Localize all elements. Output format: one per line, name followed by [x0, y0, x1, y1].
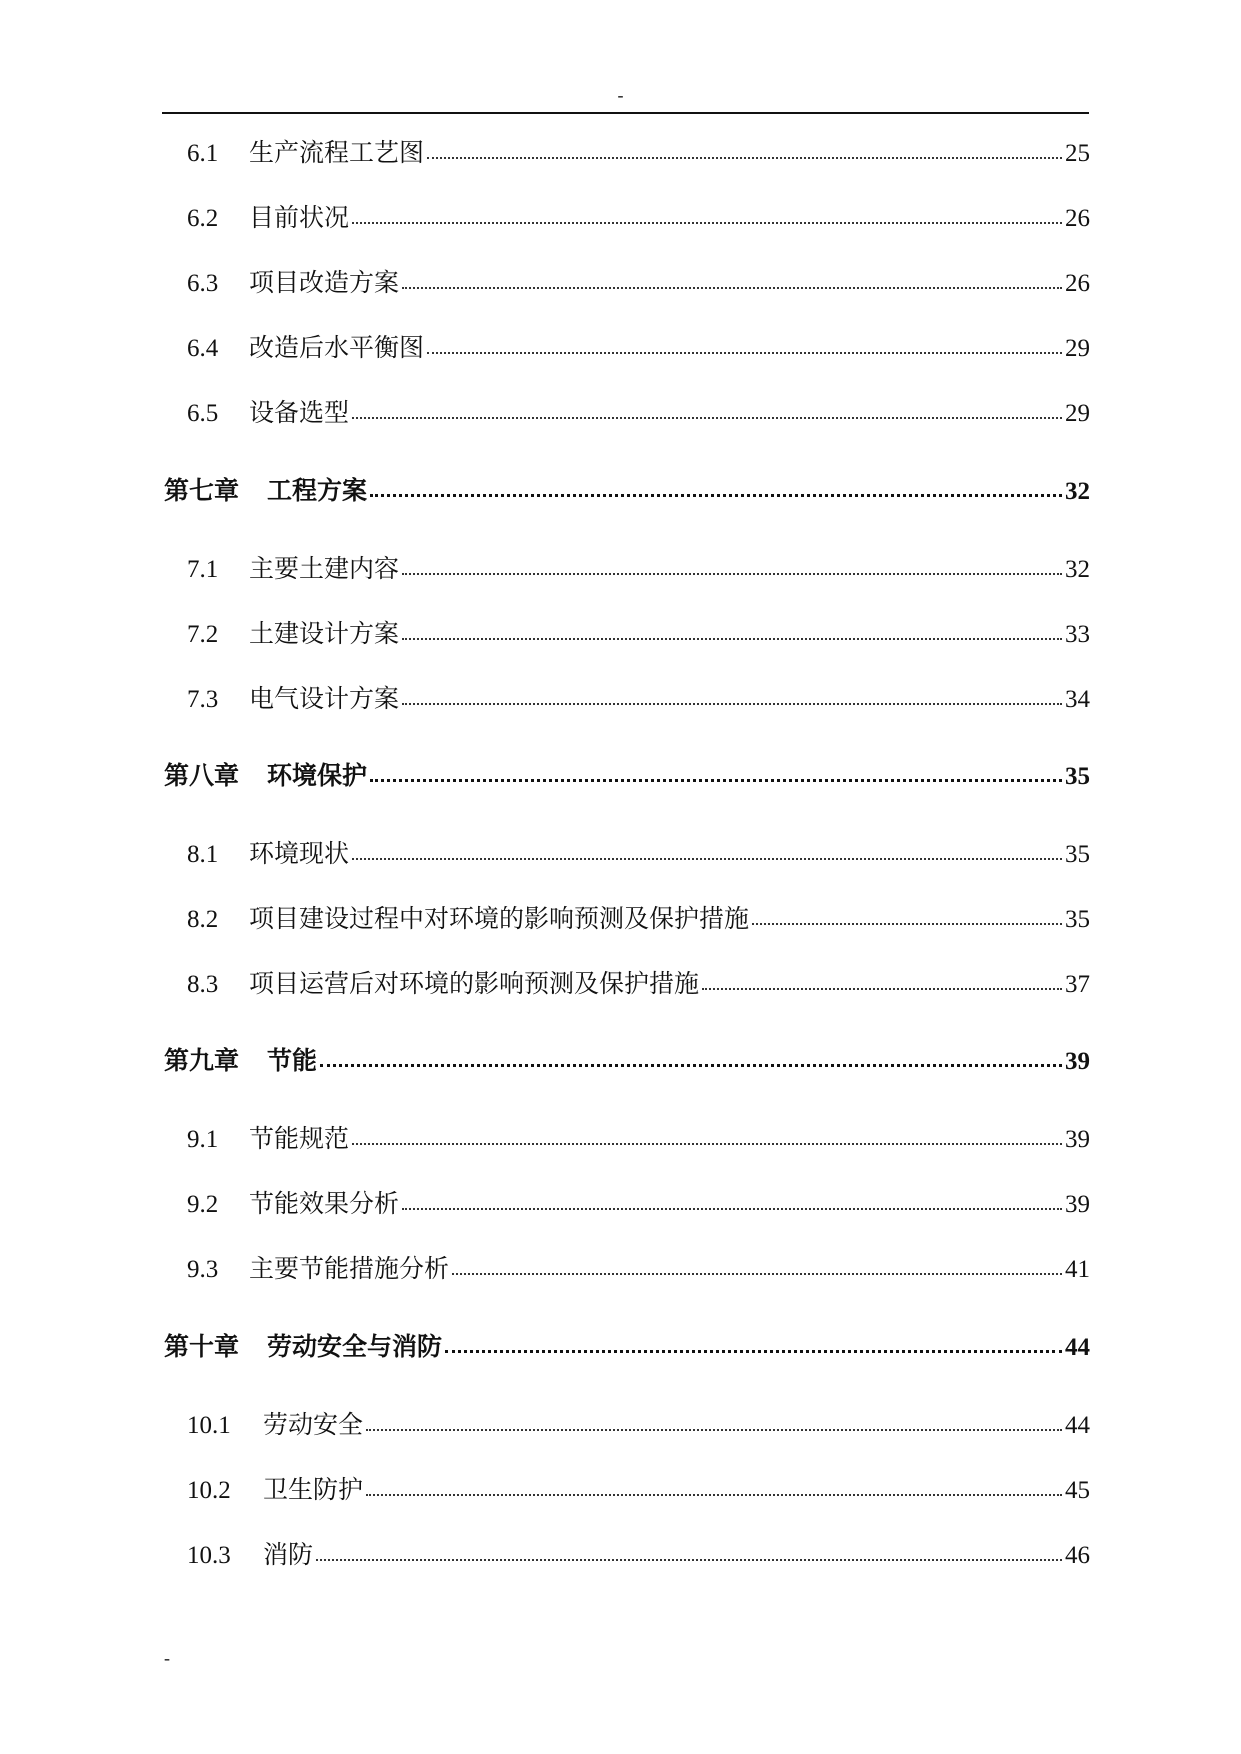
toc-chapter-number: 第十章 — [164, 1334, 240, 1361]
toc-entry-number: 9.3 — [187, 1256, 219, 1283]
toc-chapter-page: 44 — [1065, 1334, 1090, 1361]
toc-entry-number: 6.4 — [187, 335, 219, 362]
toc-entry-title: 卫生防护 — [263, 1475, 364, 1504]
toc-dot-leader — [352, 1143, 1062, 1145]
toc-dot-leader — [702, 988, 1062, 990]
toc-entry-page: 45 — [1065, 1477, 1090, 1504]
toc-entry[interactable] — [187, 1249, 1090, 1285]
toc-chapter-page: 39 — [1065, 1048, 1090, 1075]
toc-entry-number: 7.2 — [187, 621, 219, 648]
toc-dot-leader — [402, 573, 1062, 575]
toc-entry[interactable] — [187, 393, 1090, 429]
toc-entry[interactable] — [187, 1470, 1090, 1506]
toc-entry-page: 26 — [1065, 205, 1090, 232]
toc-chapter-entry[interactable] — [164, 1327, 1090, 1363]
toc-dot-leader — [352, 417, 1062, 419]
toc-entry[interactable] — [187, 899, 1090, 935]
toc-entry-page: 29 — [1065, 400, 1090, 427]
toc-chapter-title: 环境保护 — [267, 761, 368, 790]
toc-entry-title: 主要节能措施分析 — [249, 1254, 450, 1283]
toc-entry-page: 44 — [1065, 1412, 1090, 1439]
toc-dot-leader — [366, 1494, 1062, 1496]
toc-entry-number: 6.2 — [187, 205, 219, 232]
toc-dot-leader — [427, 352, 1062, 354]
toc-entry-number: 10.2 — [187, 1477, 231, 1504]
toc-entry-title: 项目改造方案 — [249, 268, 400, 297]
toc-entry[interactable] — [187, 964, 1090, 1000]
toc-dot-leader — [320, 1064, 1062, 1067]
toc-dot-leader — [366, 1429, 1062, 1431]
toc-entry-title: 目前状况 — [249, 203, 350, 232]
toc-entry-number: 8.2 — [187, 906, 219, 933]
toc-entry-number: 8.3 — [187, 971, 219, 998]
toc-entry-number: 9.1 — [187, 1126, 219, 1153]
toc-entry-number: 10.1 — [187, 1412, 231, 1439]
toc-entry[interactable] — [187, 263, 1090, 299]
toc-dot-leader — [402, 287, 1062, 289]
toc-entry-number: 6.1 — [187, 140, 219, 167]
toc-entry[interactable] — [187, 1119, 1090, 1155]
toc-entry-title: 设备选型 — [249, 398, 350, 427]
toc-chapter-title: 劳动安全与消防 — [267, 1332, 443, 1361]
toc-entry-title: 项目建设过程中对环境的影响预测及保护措施 — [249, 904, 750, 933]
toc-entry-page: 26 — [1065, 270, 1090, 297]
toc-entry-title: 节能效果分析 — [249, 1189, 400, 1218]
toc-dot-leader — [752, 923, 1062, 925]
toc-chapter-page: 32 — [1065, 478, 1090, 505]
toc-entry-page: 25 — [1065, 140, 1090, 167]
toc-entry-page: 29 — [1065, 335, 1090, 362]
toc-entry[interactable] — [187, 1405, 1090, 1441]
toc-dot-leader — [316, 1559, 1062, 1561]
toc-entry-number: 8.1 — [187, 841, 219, 868]
footer-mark: - — [164, 1648, 170, 1668]
toc-entry-page: 32 — [1065, 556, 1090, 583]
toc-dot-leader — [452, 1273, 1062, 1275]
toc-entry[interactable] — [187, 834, 1090, 870]
toc-entry-title: 电气设计方案 — [249, 684, 400, 713]
toc-entry-page: 39 — [1065, 1126, 1090, 1153]
toc-chapter-number: 第九章 — [164, 1048, 240, 1075]
toc-entry-page: 39 — [1065, 1191, 1090, 1218]
toc-entry-number: 7.1 — [187, 556, 219, 583]
toc-entry[interactable] — [187, 1535, 1090, 1571]
toc-chapter-page: 35 — [1065, 763, 1090, 790]
toc-entry-title: 土建设计方案 — [249, 619, 400, 648]
toc-entry[interactable] — [187, 1184, 1090, 1220]
toc-chapter-entry[interactable] — [164, 756, 1090, 792]
toc-dot-leader — [445, 1350, 1062, 1353]
toc-entry-page: 33 — [1065, 621, 1090, 648]
toc-dot-leader — [427, 157, 1062, 159]
toc-dot-leader — [352, 858, 1062, 860]
toc-entry-title: 改造后水平衡图 — [249, 333, 425, 362]
toc-entry[interactable] — [187, 549, 1090, 585]
toc-entry[interactable] — [187, 328, 1090, 364]
toc-entry-page: 37 — [1065, 971, 1090, 998]
toc-dot-leader — [370, 779, 1062, 782]
toc-dot-leader — [370, 494, 1062, 497]
toc-entry-title: 生产流程工艺图 — [249, 138, 425, 167]
toc-chapter-title: 工程方案 — [267, 476, 368, 505]
toc-entry[interactable] — [187, 133, 1090, 169]
toc-entry-title: 节能规范 — [249, 1124, 350, 1153]
toc-entry-title: 劳动安全 — [263, 1410, 364, 1439]
toc-dot-leader — [402, 703, 1062, 705]
toc-entry-page: 34 — [1065, 686, 1090, 713]
header-mark: - — [617, 85, 624, 105]
toc-entry-number: 9.2 — [187, 1191, 219, 1218]
toc-entry-page: 41 — [1065, 1256, 1090, 1283]
toc-entry-title: 主要土建内容 — [249, 554, 400, 583]
toc-chapter-number: 第八章 — [164, 763, 240, 790]
toc-entry-number: 10.3 — [187, 1542, 231, 1569]
toc-entry-number: 7.3 — [187, 686, 219, 713]
toc-entry-page: 35 — [1065, 906, 1090, 933]
toc-entry-title: 环境现状 — [249, 839, 350, 868]
toc-chapter-number: 第七章 — [164, 478, 240, 505]
toc-dot-leader — [402, 1208, 1062, 1210]
toc-dot-leader — [402, 638, 1062, 640]
toc-entry-number: 6.5 — [187, 400, 219, 427]
toc-entry[interactable] — [187, 679, 1090, 715]
toc-entry-page: 46 — [1065, 1542, 1090, 1569]
toc-chapter-title: 节能 — [267, 1046, 318, 1075]
toc-chapter-entry[interactable] — [164, 1041, 1090, 1077]
toc-entry-title: 消防 — [263, 1540, 314, 1569]
toc-entry-number: 6.3 — [187, 270, 219, 297]
toc-entry-page: 35 — [1065, 841, 1090, 868]
toc-chapter-entry[interactable] — [164, 471, 1090, 507]
toc-entry-title: 项目运营后对环境的影响预测及保护措施 — [249, 969, 700, 998]
toc-dot-leader — [352, 222, 1062, 224]
toc-entry[interactable] — [187, 614, 1090, 650]
toc-entry[interactable] — [187, 198, 1090, 234]
